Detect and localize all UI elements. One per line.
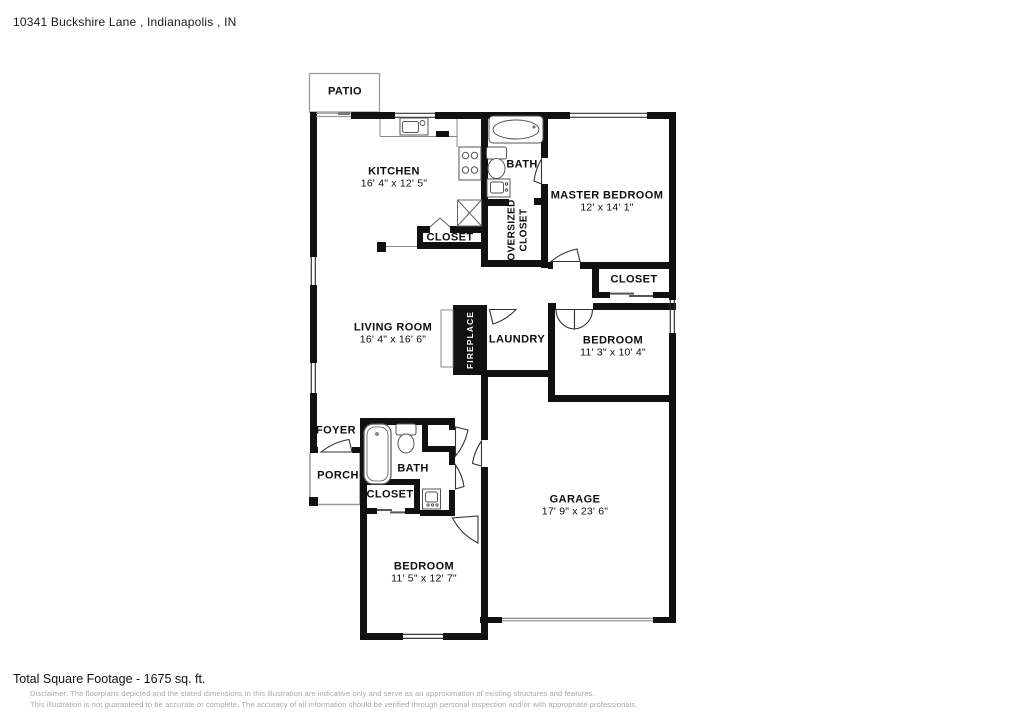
- total-square-footage: Total Square Footage - 1675 sq. ft.: [13, 672, 206, 686]
- master-bedroom-dims: 12' x 14' 1": [580, 201, 634, 213]
- laundry-door: [490, 310, 517, 325]
- living-room-name: LIVING ROOM: [353, 321, 433, 334]
- bedroom-double-door-right: [575, 310, 593, 330]
- living-room-label: [354, 323, 432, 346]
- kitchen-sink: [400, 118, 428, 135]
- disclaimer-line-1: Disclaimer: The floorplans depicted and the stated dimensions in this illustration are indicative only and serve as an approximation of existing structures and features.: [30, 689, 595, 698]
- hall-bath-label: BATH: [397, 462, 429, 475]
- oversized-closet-line2: CLOSET: [518, 208, 529, 252]
- bedroom-double-door-left: [556, 310, 575, 330]
- patio-label: PATIO: [328, 85, 362, 98]
- garage-entry-door: [473, 441, 482, 466]
- master-bedroom-name: MASTER BEDROOM: [550, 189, 664, 202]
- foyer-label: FOYER: [316, 424, 356, 437]
- front-door: [321, 440, 352, 453]
- master-tub: [489, 116, 543, 143]
- linen-closet-door: [456, 427, 469, 456]
- fireplace-label: FIREPLACE: [465, 310, 475, 370]
- bottom-bedroom-door: [453, 516, 479, 543]
- dishwasher: [436, 131, 449, 137]
- bedroom-bottom-name: BEDROOM: [393, 560, 455, 573]
- master-bath-label: BATH: [506, 158, 538, 171]
- living-room-dims: 16' 4" x 16' 6": [359, 333, 427, 345]
- appliance-box: [458, 200, 482, 226]
- fireplace-hearth: [441, 310, 453, 367]
- master-closet-label: CLOSET: [610, 273, 658, 286]
- stove: [459, 147, 481, 180]
- hall-bath-door: [456, 465, 465, 489]
- kitchen-name: KITCHEN: [368, 165, 420, 178]
- address-title: 10341 Buckshire Lane , Indianapolis , IN: [13, 15, 237, 29]
- bedroom-bottom-label: [391, 562, 457, 585]
- bedroom-right-name: BEDROOM: [582, 334, 644, 347]
- bedroom-right-dims: 11' 3" x 10' 4": [580, 346, 646, 358]
- garage-door: [502, 618, 653, 620]
- oversized-closet-line1: OVERSIZED: [506, 199, 518, 261]
- hall-toilet: [396, 424, 416, 453]
- patio-slider: [316, 112, 351, 117]
- garage-dims: 17' 9" x 23' 6": [541, 505, 609, 517]
- bedroom-right-label: [580, 336, 646, 359]
- kitchen-closet-label: CLOSET: [426, 231, 474, 244]
- garage-name: GARAGE: [549, 493, 601, 506]
- hall-sink: [423, 489, 441, 509]
- garage-label: [542, 495, 608, 518]
- bedroom-bottom-dims: 11' 5" x 12' 7": [391, 572, 457, 584]
- hall-closet-label: CLOSET: [366, 488, 414, 501]
- kitchen-closet-bifold: [430, 218, 450, 227]
- disclaimer-line-2: This illustration is not guaranteed to be accurate or complete. The accuracy of all information should be verified through personal inspection and/or with appropriate professionals.: [30, 700, 638, 709]
- master-sink: [487, 179, 510, 197]
- kitchen-dims: 16' 4" x 12' 5": [360, 177, 428, 189]
- hall-bathtub: [364, 424, 391, 484]
- kitchen-label: [361, 167, 427, 190]
- master-bedroom-label: [551, 191, 664, 214]
- master-bedroom-door: [551, 249, 580, 262]
- porch-label: PORCH: [317, 469, 359, 482]
- master-toilet: [487, 147, 507, 179]
- oversized-closet-label: [507, 199, 530, 260]
- laundry-label: LAUNDRY: [488, 333, 546, 346]
